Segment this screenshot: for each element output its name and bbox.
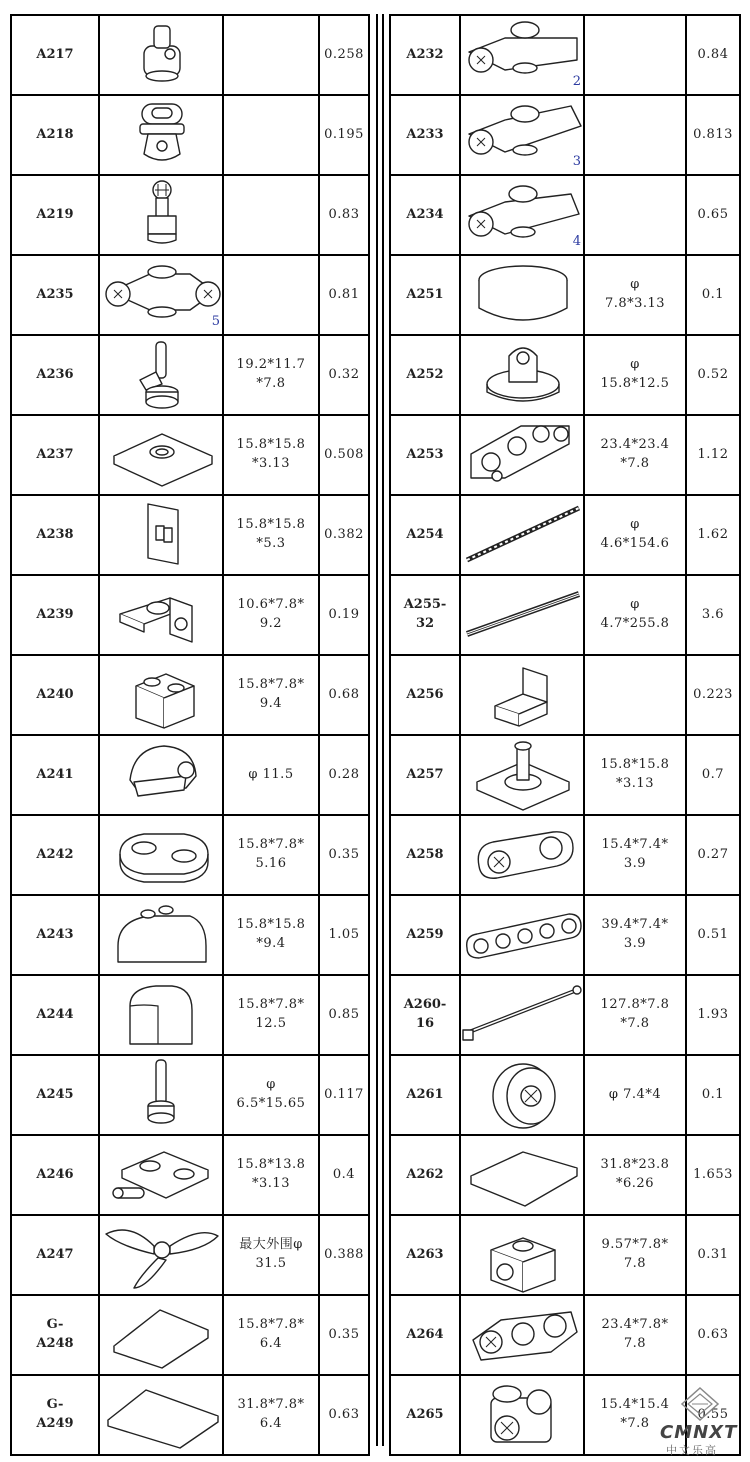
part-illustration [460, 1215, 584, 1295]
cmnxt-watermark-logo: CMNXT 中文乐高 [660, 1386, 742, 1456]
part-dimensions [223, 95, 319, 175]
part-weight: 0.68 [319, 655, 369, 735]
part-code: A235 [11, 255, 99, 335]
part-weight: 0.31 [686, 1215, 740, 1295]
part-row [390, 415, 740, 495]
part-code: A242 [11, 815, 99, 895]
part-weight: 0.63 [319, 1375, 369, 1455]
helmet-icon [100, 736, 223, 814]
part-row [11, 255, 369, 335]
part-row [390, 335, 740, 415]
part-dimensions: φ 7.8*3.13 [584, 255, 686, 335]
part-row [11, 1295, 369, 1375]
plate-with-pin-icon [100, 1136, 223, 1214]
part-weight: 0.85 [319, 975, 369, 1055]
parts-catalog [10, 14, 739, 1446]
part-code: A258 [390, 815, 460, 895]
part-row [390, 95, 740, 175]
part-code: A217 [11, 15, 99, 95]
part-dimensions: 19.2*11.7 *7.8 [223, 335, 319, 415]
angle-bracket-icon [100, 576, 223, 654]
part-illustration [99, 175, 223, 255]
part-code: A239 [11, 575, 99, 655]
part-illustration [99, 975, 223, 1055]
part-row [11, 1215, 369, 1295]
part-illustration [460, 735, 584, 815]
part-illustration [99, 15, 223, 95]
part-code: A243 [11, 895, 99, 975]
part-code: A264 [390, 1295, 460, 1375]
part-code: A240 [11, 655, 99, 735]
part-illustration [99, 495, 223, 575]
part-weight: 1.05 [319, 895, 369, 975]
part-illustration [99, 1375, 223, 1455]
cross-block-icon [461, 1376, 584, 1454]
part-illustration [99, 1055, 223, 1135]
part-dimensions: 15.8*15.8 *9.4 [223, 895, 319, 975]
part-dimensions: 15.4*7.4* 3.9 [584, 815, 686, 895]
part-row [11, 735, 369, 815]
part-row [390, 495, 740, 575]
arch-brick-icon [100, 976, 223, 1054]
part-illustration [99, 895, 223, 975]
part-code: A259 [390, 895, 460, 975]
tube-connector-2-icon [461, 16, 584, 94]
part-row [11, 15, 369, 95]
part-weight: 1.62 [686, 495, 740, 575]
part-weight: 0.84 [686, 15, 740, 95]
part-illustration [99, 335, 223, 415]
part-code: A234 [390, 175, 460, 255]
part-weight: 0.1 [686, 1055, 740, 1135]
part-weight: 0.813 [686, 95, 740, 175]
part-dimensions: 15.8*7.8* 9.4 [223, 655, 319, 735]
part-code: A237 [11, 415, 99, 495]
part-weight: 0.81 [319, 255, 369, 335]
part-code: G- A248 [11, 1295, 99, 1375]
part-weight: 0.223 [686, 655, 740, 735]
part-illustration [460, 95, 584, 175]
part-row [11, 175, 369, 255]
part-code: A252 [390, 335, 460, 415]
right-parts-column [389, 14, 739, 1446]
part-illustration [460, 15, 584, 95]
part-code: A262 [390, 1135, 460, 1215]
part-code: A256 [390, 655, 460, 735]
part-dimensions: 15.8*7.8* 6.4 [223, 1295, 319, 1375]
part-code: A245 [11, 1055, 99, 1135]
chair-icon [461, 656, 584, 734]
part-weight: 0.52 [686, 335, 740, 415]
part-weight: 0.388 [319, 1215, 369, 1295]
part-illustration [460, 175, 584, 255]
part-dimensions: 31.8*7.8* 6.4 [223, 1375, 319, 1455]
part-code: G- A249 [11, 1375, 99, 1455]
part-row [390, 1055, 740, 1135]
part-illustration [460, 415, 584, 495]
part-weight: 0.4 [319, 1135, 369, 1215]
part-dimensions [584, 655, 686, 735]
part-row [390, 255, 740, 335]
part-code: A257 [390, 735, 460, 815]
column-divider [368, 14, 389, 1446]
part-dimensions [584, 175, 686, 255]
part-row [11, 895, 369, 975]
part-dimensions: 23.4*23.4 *7.8 [584, 415, 686, 495]
brick-1x2-icon [100, 656, 223, 734]
part-illustration [460, 1055, 584, 1135]
part-code: A238 [11, 495, 99, 575]
part-dimensions: 127.8*7.8 *7.8 [584, 975, 686, 1055]
part-dimensions: 15.8*7.8* 12.5 [223, 975, 319, 1055]
part-weight: 0.258 [319, 15, 369, 95]
part-weight: 0.27 [686, 815, 740, 895]
part-row [11, 415, 369, 495]
part-row [390, 1135, 740, 1215]
part-row [11, 1135, 369, 1215]
variant-number: 4 [572, 234, 581, 250]
slope-long-icon [100, 1376, 223, 1454]
part-weight: 0.508 [319, 415, 369, 495]
pulley-icon [461, 1056, 584, 1134]
part-dimensions: φ 7.4*4 [584, 1055, 686, 1135]
part-illustration [460, 895, 584, 975]
part-row [11, 95, 369, 175]
wedge-plate-icon [461, 1136, 584, 1214]
part-illustration [99, 1135, 223, 1215]
variant-number: 5 [211, 314, 220, 330]
part-illustration [99, 95, 223, 175]
part-row [11, 815, 369, 895]
part-weight: 0.28 [319, 735, 369, 815]
part-weight: 0.32 [319, 335, 369, 415]
part-row [390, 575, 740, 655]
part-row [390, 895, 740, 975]
part-weight: 0.382 [319, 495, 369, 575]
part-illustration [460, 975, 584, 1055]
part-dimensions [584, 95, 686, 175]
part-row [11, 575, 369, 655]
part-dimensions: φ 6.5*15.65 [223, 1055, 319, 1135]
part-code: A247 [11, 1215, 99, 1295]
tube-connector-3-icon [461, 96, 584, 174]
part-dimensions: 31.8*23.8 *6.26 [584, 1135, 686, 1215]
part-code: A263 [390, 1215, 460, 1295]
turntable-icon [461, 736, 584, 814]
part-weight: 1.93 [686, 975, 740, 1055]
part-illustration [460, 815, 584, 895]
part-illustration [99, 655, 223, 735]
part-row [390, 735, 740, 815]
left-parts-column [10, 14, 368, 1446]
part-illustration [99, 735, 223, 815]
part-code: A218 [11, 95, 99, 175]
part-weight: 0.55 [686, 1375, 740, 1455]
part-weight: 3.6 [686, 575, 740, 655]
part-illustration [460, 655, 584, 735]
part-dimensions: φ 4.6*154.6 [584, 495, 686, 575]
part-illustration [460, 1375, 584, 1455]
part-illustration [99, 415, 223, 495]
part-weight: 0.1 [686, 255, 740, 335]
part-illustration [460, 335, 584, 415]
part-weight: 1.653 [686, 1135, 740, 1215]
part-weight: 0.35 [319, 1295, 369, 1375]
part-illustration [460, 575, 584, 655]
part-row [390, 815, 740, 895]
part-dimensions [584, 15, 686, 95]
tube-connector-5-icon [100, 256, 223, 334]
part-code: A254 [390, 495, 460, 575]
part-code: A219 [11, 175, 99, 255]
part-dimensions: 15.8*13.8 *3.13 [223, 1135, 319, 1215]
part-weight: 0.63 [686, 1295, 740, 1375]
part-dimensions: φ 11.5 [223, 735, 319, 815]
part-row [390, 975, 740, 1055]
part-illustration [99, 1215, 223, 1295]
round-plate-1x2-icon [100, 816, 223, 894]
part-code: A232 [390, 15, 460, 95]
beam-3-thick-icon [461, 1296, 584, 1374]
part-dimensions: 23.4*7.8* 7.8 [584, 1295, 686, 1375]
part-code: A255- 32 [390, 575, 460, 655]
part-code: A244 [11, 975, 99, 1055]
part-row [11, 1055, 369, 1135]
clip-plate-icon [100, 496, 223, 574]
part-dimensions: 最大外围φ 31.5 [223, 1215, 319, 1295]
slot-connector-icon [100, 96, 223, 174]
part-illustration [460, 1295, 584, 1375]
part-code: A251 [390, 255, 460, 335]
part-weight: 0.7 [686, 735, 740, 815]
part-code: A253 [390, 415, 460, 495]
pin-stand-icon [100, 336, 223, 414]
l-beam-icon [461, 416, 584, 494]
part-illustration [460, 1135, 584, 1215]
part-illustration [460, 495, 584, 575]
part-dimensions: 9.57*7.8* 7.8 [584, 1215, 686, 1295]
right-parts-table [389, 14, 741, 1456]
part-dimensions: 10.6*7.8* 9.2 [223, 575, 319, 655]
part-dimensions: 15.8*15.8 *3.13 [223, 415, 319, 495]
tube-connector-4-icon [461, 176, 584, 254]
part-row [390, 15, 740, 95]
part-code: A233 [390, 95, 460, 175]
part-code: A246 [11, 1135, 99, 1215]
part-weight: 0.19 [319, 575, 369, 655]
part-row [390, 1215, 740, 1295]
part-dimensions: 15.8*15.8 *3.13 [584, 735, 686, 815]
part-illustration [460, 255, 584, 335]
part-code: A260- 16 [390, 975, 460, 1055]
part-dimensions: 15.8*7.8* 5.16 [223, 815, 319, 895]
part-illustration [99, 575, 223, 655]
part-row [11, 975, 369, 1055]
part-weight: 0.51 [686, 895, 740, 975]
part-weight: 0.83 [319, 175, 369, 255]
left-parts-table [10, 14, 370, 1456]
long-axle-icon [461, 576, 584, 654]
part-row [11, 1375, 369, 1455]
part-row [390, 655, 740, 735]
axle-pin-icon [100, 1056, 223, 1134]
part-dimensions [223, 15, 319, 95]
part-code: A241 [11, 735, 99, 815]
part-row [390, 175, 740, 255]
variant-number: 3 [572, 154, 581, 170]
part-dimensions: 39.4*7.4* 3.9 [584, 895, 686, 975]
post-connector-icon [100, 16, 223, 94]
brick-with-hole-icon [461, 1216, 584, 1294]
part-illustration [99, 255, 223, 335]
part-code: A265 [390, 1375, 460, 1455]
flex-cable-icon [461, 496, 584, 574]
part-dimensions: 15.8*15.8 *5.3 [223, 495, 319, 575]
part-dimensions: φ 15.8*12.5 [584, 335, 686, 415]
part-code: A261 [390, 1055, 460, 1135]
part-weight: 1.12 [686, 415, 740, 495]
part-row [390, 1295, 740, 1375]
ball-joint-icon [100, 176, 223, 254]
part-weight: 0.65 [686, 175, 740, 255]
steering-rod-icon [461, 976, 584, 1054]
part-dimensions [223, 255, 319, 335]
round-eye-plate-icon [461, 336, 584, 414]
variant-number: 2 [572, 74, 581, 90]
part-row [11, 335, 369, 415]
round-tile-icon [461, 256, 584, 334]
flat-plate-icon [100, 416, 223, 494]
part-row [11, 495, 369, 575]
part-illustration [99, 815, 223, 895]
part-illustration [99, 1295, 223, 1375]
part-weight: 0.35 [319, 815, 369, 895]
slope-small-icon [100, 1296, 223, 1374]
part-row [11, 655, 369, 735]
part-weight: 0.117 [319, 1055, 369, 1135]
beam-2-icon [461, 816, 584, 894]
beam-5-icon [461, 896, 584, 974]
part-code: A236 [11, 335, 99, 415]
part-dimensions: 15.4*15.4 *7.8 [584, 1375, 686, 1455]
propeller-icon [100, 1216, 223, 1294]
part-dimensions [223, 175, 319, 255]
part-dimensions: φ 4.7*255.8 [584, 575, 686, 655]
part-weight: 0.195 [319, 95, 369, 175]
curved-brick-icon [100, 896, 223, 974]
